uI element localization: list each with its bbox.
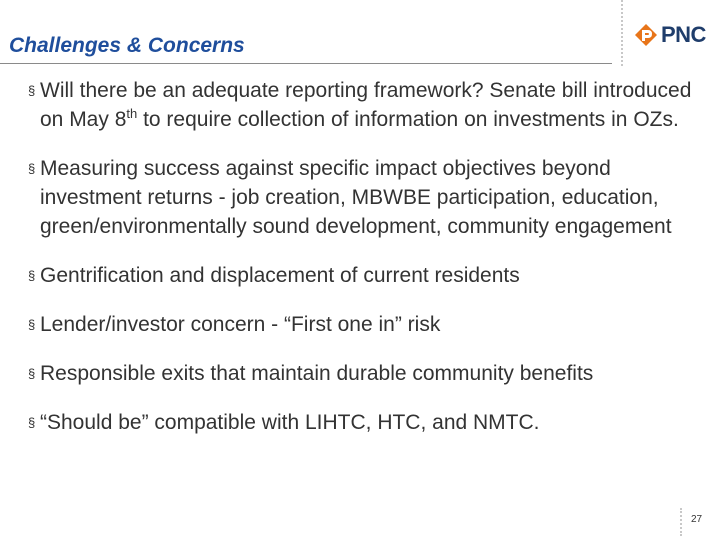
page-number: 27: [691, 514, 703, 525]
logo-wordmark: PNC: [661, 22, 706, 47]
bullet-marker: §: [28, 415, 36, 430]
ordinal-suffix: th: [126, 106, 138, 121]
title-underline: [0, 63, 612, 64]
bullet-item: [28, 359, 698, 388]
bullet-marker: §: [28, 317, 36, 332]
page-title: Challenges & Concerns: [9, 34, 245, 57]
bullet-item: [28, 76, 698, 134]
bullet-text: Responsible exits that maintain durable community benefits: [40, 362, 594, 385]
bullet-text: Measuring success against specific impact objectives beyond investment returns - job creation, MBWBE participation, education, green/environmentally sound development, community engagement: [40, 157, 672, 238]
bullet-text: Gentrification and displacement of current residents: [40, 264, 520, 287]
bullet-item: [28, 408, 698, 437]
bullet-item: [28, 154, 698, 241]
bullet-marker: §: [28, 161, 36, 176]
bullet-text: Lender/investor concern - “First one in” risk: [40, 313, 441, 336]
bullet-text: Will there be an adequate reporting framework? Senate bill introduced on May 8: [40, 79, 692, 131]
logo-divider: [621, 0, 623, 66]
bullet-text-continued: to require collection of information on investments in OZs.: [137, 108, 679, 131]
pnc-logo: [634, 20, 706, 50]
bullet-text: “Should be” compatible with LIHTC, HTC, and NMTC.: [40, 411, 540, 434]
bullet-marker: §: [28, 268, 36, 283]
bullet-marker: §: [28, 366, 36, 381]
bullet-item: [28, 310, 698, 339]
page-number-divider: [680, 508, 682, 536]
bullet-marker: §: [28, 83, 36, 98]
bullet-item: [28, 261, 698, 290]
bullet-list: [28, 76, 698, 437]
pnc-mark-icon: [634, 23, 658, 47]
